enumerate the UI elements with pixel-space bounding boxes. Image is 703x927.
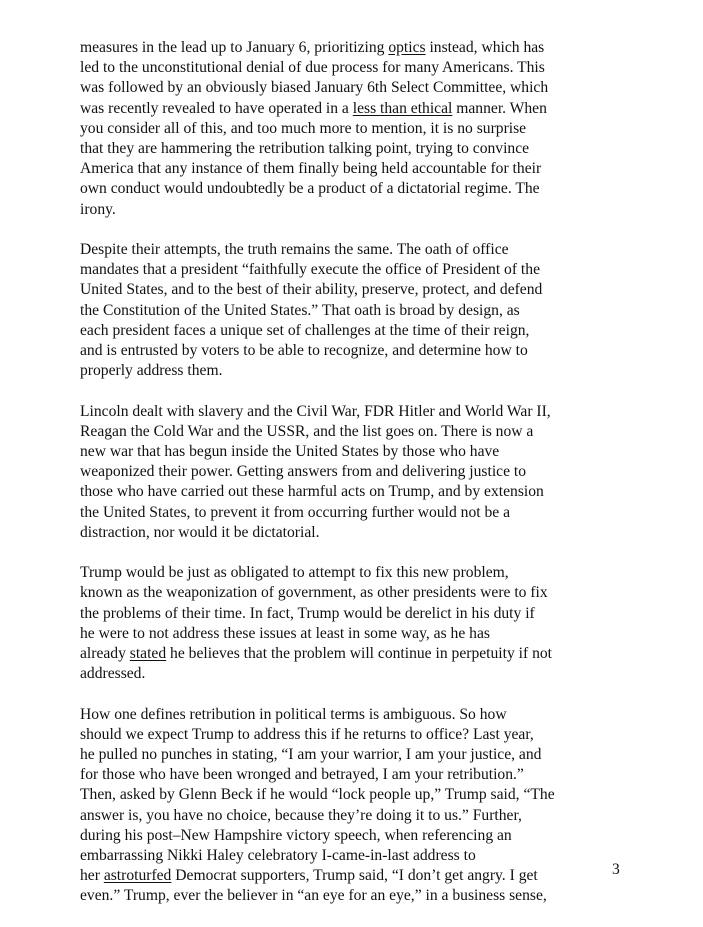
text-segment: and is entrusted by voters to be able to recognize, and determine how to bbox=[80, 342, 528, 360]
text-segment: led to the unconstitutional denial of due process for many Americans. This bbox=[80, 59, 545, 77]
text-segment: distraction, nor would it be dictatorial. bbox=[80, 523, 320, 541]
text-line bbox=[80, 260, 640, 280]
text-line bbox=[80, 806, 640, 826]
text-segment: should we expect Trump to address this if he returns to office? Last year, bbox=[80, 725, 534, 743]
text-segment: embarrassing Nikki Haley celebratory I-came-in-last address to bbox=[80, 847, 476, 865]
text-line bbox=[80, 179, 640, 199]
text-segment: mandates that a president “faithfully execute the office of President of the bbox=[80, 261, 540, 279]
text-segment: even.” Trump, ever the believer in “an eye for an eye,” in a business sense, bbox=[80, 887, 547, 905]
paragraph bbox=[80, 705, 640, 907]
text-segment: her bbox=[80, 867, 104, 885]
text-line bbox=[80, 705, 640, 725]
text-line bbox=[80, 624, 640, 644]
text-line bbox=[80, 341, 640, 361]
paragraph bbox=[80, 563, 640, 684]
text-segment: weaponized their power. Getting answers from and delivering justice to bbox=[80, 463, 527, 481]
text-line bbox=[80, 583, 640, 603]
text-line bbox=[80, 119, 640, 139]
text-segment: own conduct would undoubtedly be a product of a dictatorial regime. The bbox=[80, 180, 540, 198]
text-line bbox=[80, 886, 640, 906]
text-line bbox=[80, 785, 640, 805]
text-segment: already bbox=[80, 645, 130, 663]
text-line bbox=[80, 462, 640, 482]
text-segment: manner. When bbox=[452, 99, 547, 117]
paragraph bbox=[80, 402, 640, 543]
paragraph bbox=[80, 38, 640, 220]
text-segment: for those who have been wronged and betrayed, I am your retribution.” bbox=[80, 766, 524, 784]
text-line bbox=[80, 725, 640, 745]
text-segment: the United States, to prevent it from occurring further would not be a bbox=[80, 503, 511, 521]
text-segment: America that any instance of them finally being held accountable for their bbox=[80, 160, 542, 178]
text-line bbox=[80, 99, 640, 119]
hyperlink[interactable]: stated bbox=[129, 645, 167, 663]
text-line bbox=[80, 280, 640, 300]
text-segment: you consider all of this, and too much more to mention, it is no surprise bbox=[80, 119, 527, 137]
text-line bbox=[80, 200, 640, 220]
text-segment: answer is, you have no choice, because they’re doing it to us.” Further, bbox=[80, 806, 522, 824]
text-segment: United States, and to the best of their ability, preserve, protect, and defend bbox=[80, 281, 543, 299]
text-line bbox=[80, 301, 640, 321]
text-segment: the Constitution of the United States.” That oath is broad by design, as bbox=[80, 301, 520, 319]
text-segment: Then, asked by Glenn Beck if he would “lock people up,” Trump said, “The bbox=[80, 786, 555, 804]
text-line bbox=[80, 78, 640, 98]
text-line bbox=[80, 422, 640, 442]
text-segment: during his post–New Hampshire victory speech, when referencing an bbox=[80, 826, 512, 844]
text-segment: Democrat supporters, Trump said, “I don’t get angry. I get bbox=[171, 867, 538, 885]
text-segment: each president faces a unique set of challenges at the time of their reign, bbox=[80, 321, 530, 339]
text-segment: How one defines retribution in political terms is ambiguous. So how bbox=[80, 705, 507, 723]
text-segment: was followed by an obviously biased January 6th Select Committee, which bbox=[80, 79, 549, 97]
text-line bbox=[80, 38, 640, 58]
text-line bbox=[80, 523, 640, 543]
text-line bbox=[80, 321, 640, 341]
text-line bbox=[80, 826, 640, 846]
text-line bbox=[80, 664, 640, 684]
text-segment: properly address them. bbox=[80, 362, 223, 380]
text-segment: that they are hammering the retribution talking point, trying to convince bbox=[80, 140, 530, 158]
page-number: 3 bbox=[612, 861, 620, 878]
text-segment: those who have carried out these harmful acts on Trump, and by extension bbox=[80, 483, 544, 501]
text-segment: measures in the lead up to January 6, prioritizing bbox=[80, 39, 389, 56]
text-line bbox=[80, 240, 640, 260]
text-segment: addressed. bbox=[80, 665, 146, 683]
text-segment: known as the weaponization of government, as other presidents were to fix bbox=[80, 584, 548, 602]
text-line bbox=[80, 402, 640, 422]
text-line bbox=[80, 58, 640, 78]
text-segment: irony. bbox=[80, 200, 116, 218]
text-line bbox=[80, 604, 640, 624]
text-line bbox=[80, 745, 640, 765]
hyperlink[interactable]: astroturfed bbox=[103, 867, 172, 885]
text-line bbox=[80, 482, 640, 502]
text-segment: Reagan the Cold War and the USSR, and the list goes on. There is now a bbox=[80, 422, 534, 440]
text-line bbox=[80, 765, 640, 785]
body-text bbox=[80, 38, 640, 927]
text-line bbox=[80, 361, 640, 381]
text-line bbox=[80, 139, 640, 159]
hyperlink[interactable]: optics bbox=[388, 39, 426, 56]
text-segment: instead, which has bbox=[425, 39, 545, 56]
text-segment: he pulled no punches in stating, “I am your warrior, I am your justice, and bbox=[80, 746, 542, 764]
text-segment: he believes that the problem will continue in perpetuity if not bbox=[166, 645, 553, 663]
text-segment: he were to not address these issues at least in some way, as he has bbox=[80, 624, 490, 642]
text-line bbox=[80, 563, 640, 583]
text-segment: the problems of their time. In fact, Trump would be derelict in his duty if bbox=[80, 604, 535, 622]
text-segment: Trump would be just as obligated to attempt to fix this new problem, bbox=[80, 564, 509, 582]
text-line bbox=[80, 159, 640, 179]
text-line bbox=[80, 846, 640, 866]
text-segment: Lincoln dealt with slavery and the Civil War, FDR Hitler and World War II, bbox=[80, 402, 551, 420]
text-line bbox=[80, 442, 640, 462]
text-line bbox=[80, 866, 640, 886]
text-line bbox=[80, 644, 640, 664]
text-segment: Despite their attempts, the truth remains the same. The oath of office bbox=[80, 241, 509, 259]
text-line bbox=[80, 503, 640, 523]
text-segment: was recently revealed to have operated in a bbox=[80, 99, 353, 117]
text-segment: new war that has begun inside the United States by those who have bbox=[80, 443, 500, 461]
hyperlink[interactable]: less than ethical bbox=[352, 99, 453, 117]
paragraph bbox=[80, 240, 640, 381]
